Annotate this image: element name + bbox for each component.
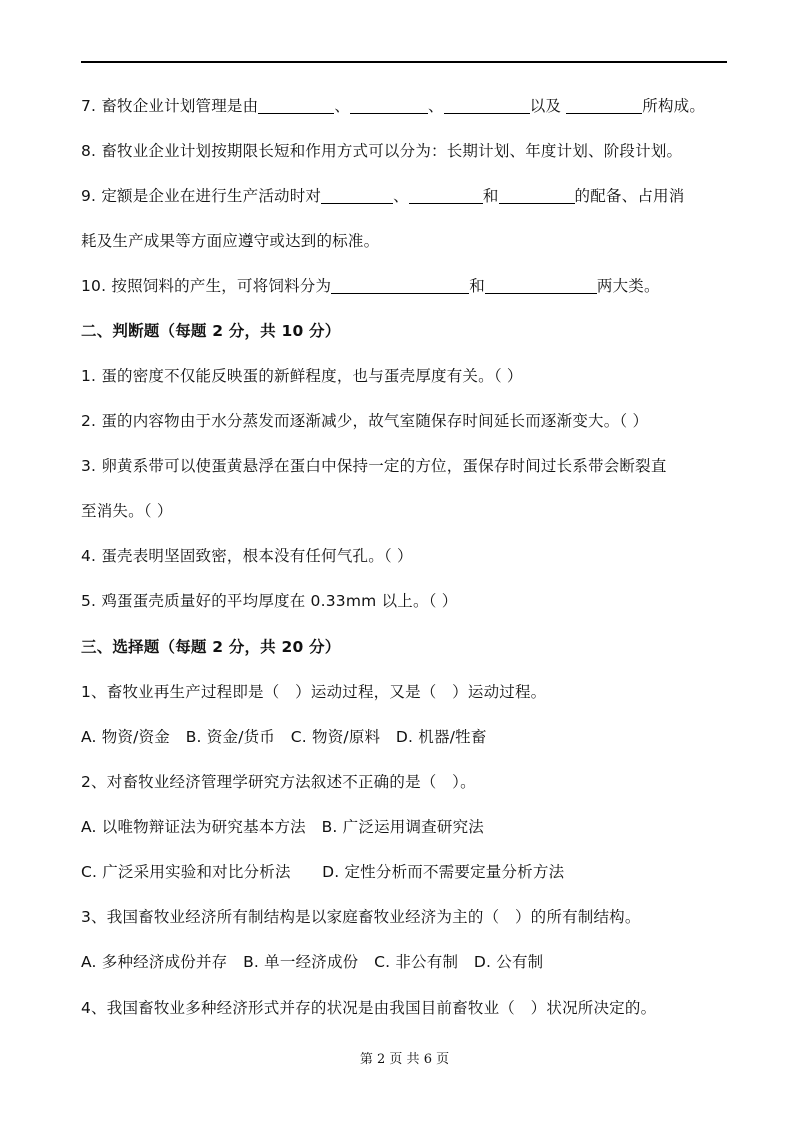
q7-suffix: 所构成。 xyxy=(642,97,706,115)
fill-blank-q9-cont: 耗及生产成果等方面应遵守或达到的标准。 xyxy=(81,232,380,250)
page-number: 第 2 页 共 6 页 xyxy=(359,1052,450,1067)
section-heading-judgment: 二、判断题（每题 2 分，共 10 分） xyxy=(81,322,341,340)
choice-options: C. 广泛采用实验和对比分析法 D. 定性分析而不需要定量分析方法 xyxy=(81,863,565,881)
q7-sep: 、 xyxy=(428,97,444,115)
q9-suffix: 的配备、占用消 xyxy=(574,187,685,205)
answer-blank[interactable] xyxy=(350,97,428,114)
answer-blank[interactable] xyxy=(499,187,575,204)
fill-blank-q9 xyxy=(81,186,684,206)
section-heading-choice: 三、选择题（每题 2 分，共 20 分） xyxy=(81,638,341,656)
choice-question: 4、我国畜牧业多种经济形式并存的状况是由我国目前畜牧业（ ）状况所决定的。 xyxy=(81,999,657,1017)
judgment-item: 1. 蛋的密度不仅能反映蛋的新鲜程度，也与蛋壳厚度有关。（ ） xyxy=(81,367,523,385)
judgment-item: 4. 蛋壳表明坚固致密，根本没有任何气孔。（ ） xyxy=(81,547,413,565)
answer-blank[interactable] xyxy=(409,187,483,204)
header-rule xyxy=(81,61,727,63)
answer-blank[interactable] xyxy=(485,277,597,294)
q7-mid: 以及 xyxy=(529,97,567,115)
q9-and: 和 xyxy=(482,187,499,205)
judgment-item: 5. 鸡蛋蛋壳质量好的平均厚度在 0.33mm 以上。（ ） xyxy=(81,592,458,610)
fill-blank-q7 xyxy=(81,96,705,116)
q7-sep: 、 xyxy=(334,97,351,115)
answer-blank[interactable] xyxy=(321,187,393,204)
choice-question: 1、畜牧业再生产过程即是（ ）运动过程，又是（ ）运动过程。 xyxy=(81,683,547,701)
judgment-item: 3. 卵黄系带可以使蛋黄悬浮在蛋白中保持一定的方位，蛋保存时间过长系带会断裂直 xyxy=(81,457,667,475)
judgment-item-cont: 至消失。（ ） xyxy=(81,502,173,520)
q9-prefix: 9. 定额是企业在进行生产活动时对 xyxy=(81,187,322,205)
q7-prefix: 7. 畜牧企业计划管理是由 xyxy=(81,97,259,115)
choice-options: A. 多种经济成份并存 B. 单一经济成份 C. 非公有制 D. 公有制 xyxy=(81,953,544,971)
q10-and: 和 xyxy=(469,277,485,295)
answer-blank[interactable] xyxy=(566,97,642,114)
q9-sep: 、 xyxy=(393,187,409,205)
answer-blank[interactable] xyxy=(331,277,469,294)
judgment-item: 2. 蛋的内容物由于水分蒸发而逐渐减少，故气室随保存时间延长而逐渐变大。（ ） xyxy=(81,412,649,430)
fill-blank-q10 xyxy=(81,276,660,296)
answer-blank[interactable] xyxy=(444,97,530,114)
q10-prefix: 10. 按照饲料的产生，可将饲料分为 xyxy=(81,277,332,295)
choice-question: 2、对畜牧业经济管理学研究方法叙述不正确的是（ ）。 xyxy=(81,773,476,791)
q10-suffix: 两大类。 xyxy=(596,277,660,295)
choice-options: A. 以唯物辩证法为研究基本方法 B. 广泛运用调查研究法 xyxy=(81,818,484,836)
choice-question: 3、我国畜牧业经济所有制结构是以家庭畜牧业经济为主的（ ）的所有制结构。 xyxy=(81,908,641,926)
answer-blank[interactable] xyxy=(258,97,334,114)
fill-blank-q8: 8. 畜牧业企业计划按期限长短和作用方式可以分为：长期计划、年度计划、阶段计划。 xyxy=(81,142,683,160)
choice-options: A. 物资/资金 B. 资金/货币 C. 物资/原料 D. 机器/牲畜 xyxy=(81,728,487,746)
